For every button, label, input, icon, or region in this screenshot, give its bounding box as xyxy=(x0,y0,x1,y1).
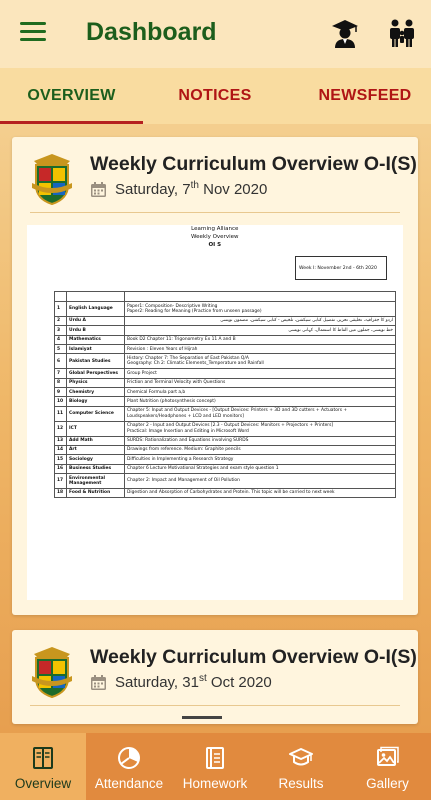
nav-label: Results xyxy=(278,776,324,791)
nav-label: Overview xyxy=(14,776,72,791)
table-row xyxy=(55,397,396,406)
row-number: 14 xyxy=(55,445,67,454)
document-preview-peek xyxy=(182,716,222,719)
notebook-icon xyxy=(203,746,227,770)
table-row xyxy=(55,335,396,344)
bottom-navigation xyxy=(0,733,431,800)
post-title: Weekly Curriculum Overview O-I(S) xyxy=(90,153,417,175)
image-gallery-icon xyxy=(376,746,400,770)
table-row xyxy=(55,345,396,354)
detail-cell: SURDS: Rationalization and Equations involving SURDS xyxy=(125,436,396,445)
nav-label: Attendance xyxy=(94,776,164,791)
post-date: Saturday, 31st Oct 2020 xyxy=(115,673,272,691)
subject-cell: Mathematics xyxy=(67,335,125,344)
post-date: Saturday, 7th Nov 2020 xyxy=(115,180,268,198)
app-bar xyxy=(0,0,431,68)
table-row xyxy=(55,354,396,369)
subject-cell: Global Perspectives xyxy=(67,369,125,378)
pie-chart-icon xyxy=(117,746,141,770)
nav-label: Homework xyxy=(182,776,248,791)
row-number: 8 xyxy=(55,378,67,387)
detail-cell: خط نویسی، جملوں میں الفاظ کا استعمال، کہانی نویسی xyxy=(125,326,396,335)
book-icon xyxy=(31,746,55,770)
table-row xyxy=(55,388,396,397)
table-row xyxy=(55,316,396,325)
detail-cell: Paper1: Composition- Descriptive Writing Paper2: Reading for Meaning (Practice from unseen passage) xyxy=(125,302,396,317)
row-number: 9 xyxy=(55,388,67,397)
detail-cell: اردو کا جغرافیہ، تخلیقی تحریر، تفصیل کتابی سیکشن، تلخیص - کتابی سیکشن، مضمون نویسی xyxy=(125,316,396,325)
nav-gallery[interactable] xyxy=(344,733,431,800)
row-number: 16 xyxy=(55,464,67,473)
post-card[interactable] xyxy=(12,630,418,724)
detail-cell: Chapter 2 - Input and Output Devices [2.3 - Output Devices: Monitors + Projectors + Printers] Practical: Image Insertion and Editing in Microsoft Word xyxy=(125,421,396,436)
divider xyxy=(30,212,400,213)
detail-cell: Book D2 Chapter 11: Trigonometry Ex 11 A and B xyxy=(125,335,396,344)
nav-label: Gallery xyxy=(366,776,409,791)
table-row xyxy=(55,464,396,473)
row-number: 3 xyxy=(55,326,67,335)
subject-cell: English Language xyxy=(67,302,125,317)
detail-cell: Chapter 6 Lecture Motivational Strategies and exam style question 1 xyxy=(125,464,396,473)
nav-overview[interactable] xyxy=(0,733,86,800)
graduate-icon[interactable] xyxy=(330,18,360,48)
subject-cell: Food & Nutrition xyxy=(67,488,125,497)
table-row xyxy=(55,474,396,489)
subject-cell: Art xyxy=(67,445,125,454)
row-number: 10 xyxy=(55,397,67,406)
document-header: Learning Alliance Weekly Overview OI S xyxy=(191,226,239,248)
divider xyxy=(30,705,400,706)
curriculum-table xyxy=(54,291,396,498)
row-number: 6 xyxy=(55,354,67,369)
subject-cell: Computer Science xyxy=(67,406,125,421)
detail-cell: Group Project xyxy=(125,369,396,378)
detail-cell: Difficulties in Implementing a Research Strategy xyxy=(125,455,396,464)
row-number: 11 xyxy=(55,406,67,421)
table-row xyxy=(55,421,396,436)
nav-results[interactable] xyxy=(258,733,344,800)
table-row xyxy=(55,436,396,445)
graduation-cap-icon xyxy=(289,746,313,770)
detail-cell: Drawings from reference. Medium: Graphite pencils xyxy=(125,445,396,454)
table-row xyxy=(55,302,396,317)
table-row xyxy=(55,369,396,378)
subject-cell: Business Studies xyxy=(67,464,125,473)
post-title: Weekly Curriculum Overview O-I(S) xyxy=(90,646,417,668)
page-title: Dashboard xyxy=(86,18,217,46)
subject-cell: Environmental Management xyxy=(67,474,125,489)
subject-cell: Chemistry xyxy=(67,388,125,397)
subject-cell: Sociology xyxy=(67,455,125,464)
table-row xyxy=(55,406,396,421)
school-crest-logo xyxy=(30,153,74,205)
tab-notices[interactable]: NOTICES xyxy=(178,87,252,104)
row-number: 18 xyxy=(55,488,67,497)
subject-cell: Physics xyxy=(67,378,125,387)
row-number: 12 xyxy=(55,421,67,436)
tab-newsfeed[interactable]: NEWSFEED xyxy=(318,87,412,104)
row-number: 15 xyxy=(55,455,67,464)
attached-document-image[interactable] xyxy=(27,225,403,600)
tab-bar xyxy=(0,68,431,124)
calendar-icon xyxy=(90,181,107,198)
row-number: 4 xyxy=(55,335,67,344)
week-range-box: Week I: November 2nd - 6th 2020 xyxy=(295,256,387,280)
calendar-icon xyxy=(90,674,107,691)
row-number: 1 xyxy=(55,302,67,317)
detail-cell: Chemical Formula part a,b xyxy=(125,388,396,397)
row-number: 13 xyxy=(55,436,67,445)
row-number: 7 xyxy=(55,369,67,378)
detail-cell: Plant Nutrition (photosynthesis concept) xyxy=(125,397,396,406)
detail-cell: Chapter 5: Input and Output Devices - [Output Devices: Printers + 3D and 3D cutters + Actuators + Loudspeakers/Headphones + LCD and LED monitors] xyxy=(125,406,396,421)
subject-cell: Pakistan Studies xyxy=(67,354,125,369)
nav-homework[interactable] xyxy=(172,733,258,800)
row-number: 2 xyxy=(55,316,67,325)
table-row xyxy=(55,378,396,387)
table-row xyxy=(55,488,396,497)
detail-cell: Friction and Terminal Velocity with Questions xyxy=(125,378,396,387)
subject-cell: Islamiyat xyxy=(67,345,125,354)
detail-cell: Digestion and Absorption of Carbohydrates and Protein. This topic will be carried to next week xyxy=(125,488,396,497)
row-number: 5 xyxy=(55,345,67,354)
subject-cell: ICT xyxy=(67,421,125,436)
table-row xyxy=(55,455,396,464)
row-number: 17 xyxy=(55,474,67,489)
subject-cell: Biology xyxy=(67,397,125,406)
subject-cell: Add Math xyxy=(67,436,125,445)
school-crest-logo xyxy=(30,646,74,698)
hamburger-menu-icon[interactable] xyxy=(20,22,46,44)
subject-cell: Urdu A xyxy=(67,316,125,325)
detail-cell: Chapter 2: Impact and Management of Oil Pollution xyxy=(125,474,396,489)
family-icon[interactable] xyxy=(387,18,417,48)
post-card[interactable] xyxy=(12,137,418,615)
tab-overview[interactable]: OVERVIEW xyxy=(0,68,143,124)
table-row xyxy=(55,445,396,454)
subject-cell: Urdu B xyxy=(67,326,125,335)
nav-attendance[interactable] xyxy=(86,733,172,800)
detail-cell: History: Chapter 7: The Separation of East Pakistan Q/A Geography: Ch 2: Climatic Elements_Temperature and Rainfall xyxy=(125,354,396,369)
detail-cell: Revision : Eleven Years of Hijrah xyxy=(125,345,396,354)
table-row xyxy=(55,326,396,335)
